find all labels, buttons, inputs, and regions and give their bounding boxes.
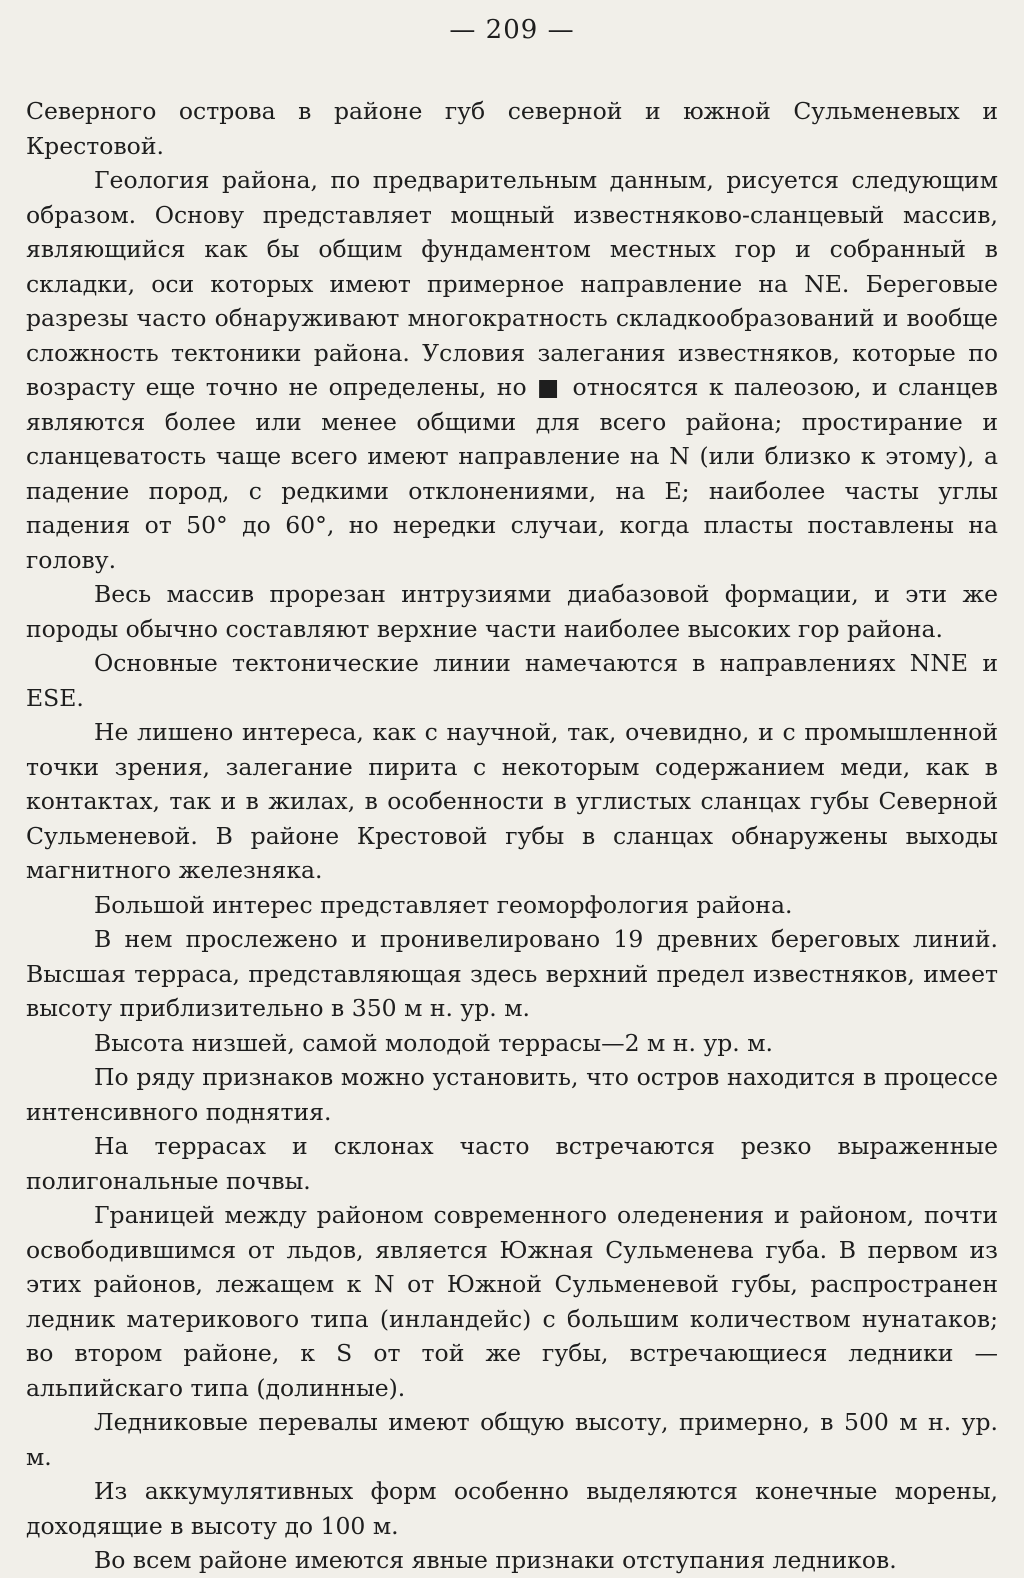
paragraph: По ряду признаков можно установить, что остров находится в процессе интенсивного поднятия.	[26, 1063, 998, 1126]
paragraph: На террасах и склонах часто встречаются резко выраженные полигональные почвы.	[26, 1132, 998, 1195]
paragraph: Геология района, по предварительным данным, рисуется следующим образом. Основу представляет мощный известняково-сланцевый массив, являющийся как бы общим фундаментом местных гор и собранный в складки, оси которых имеют примерное направление на NE. Береговые разрезы часто обнаруживают многократность складкообразований и вообще сложность тектоники района. Условия залегания известняков, которые по возрасту еще точно не определены, но ■ относятся к палеозою, и сланцев являются более или менее общими для всего района; простирание и сланцеватость чаще всего имеют направление на N (или близко к этому), а падение пород, с редкими отклонениями, на E; наиболее часты углы падения от 50° до 60°, но нередки случаи, когда пласты поставлены на голову.	[26, 166, 998, 574]
paragraph: Северного острова в районе губ северной и южной Сульменевых и Крестовой.	[26, 97, 998, 160]
body-text	[26, 94, 998, 1578]
paragraph: Основные тектонические линии намечаются в направлениях NNE и ESE.	[26, 649, 998, 712]
page-number: — 209 —	[449, 15, 575, 45]
paragraph: Ледниковые перевалы имеют общую высоту, примерно, в 500 м н. ур. м.	[26, 1408, 998, 1471]
paragraph: В нем прослежено и пронивелировано 19 древних береговых линий. Высшая терраса, представляющая здесь верхний предел известняков, имеет высоту приблизительно в 350 м н. ур. м.	[26, 925, 998, 1022]
paragraph: Большой интерес представляет геоморфология района.	[94, 890, 793, 919]
paragraph: Не лишено интереса, как с научной, так, очевидно, и с промышленной точки зрения, залегание пирита с некоторым содержанием меди, как в контактах, так и в жилах, в особенности в углистых сланцах губы Северной Сульменевой. В районе Крестовой губы в сланцах обнаружены выходы магнитного железняка.	[26, 718, 998, 884]
paragraph: Границей между районом современного оледенения и районом, почти освободившимся от льдов, является Южная Сульменева губа. В первом из этих районов, лежащем к N от Южной Сульменевой губы, распространен ледник материкового типа (инландейс) с большим количеством нунатаков; во втором районе, к S от той же губы, встречающиеся ледники — альпийскаго типа (долинные).	[26, 1201, 998, 1402]
paragraph: Высота низшей, самой молодой террасы—2 м н. ур. м.	[94, 1028, 773, 1057]
paragraph: Из аккумулятивных форм особенно выделяются конечные морены, доходящие в высоту до 100 м.	[26, 1477, 998, 1540]
paragraph: Во всем районе имеются явные признаки отступания ледников.	[94, 1546, 897, 1574]
paragraph: Весь массив прорезан интрузиями диабазовой формации, и эти же породы обычно составляют верхние части наиболее высоких гор района.	[26, 580, 998, 643]
